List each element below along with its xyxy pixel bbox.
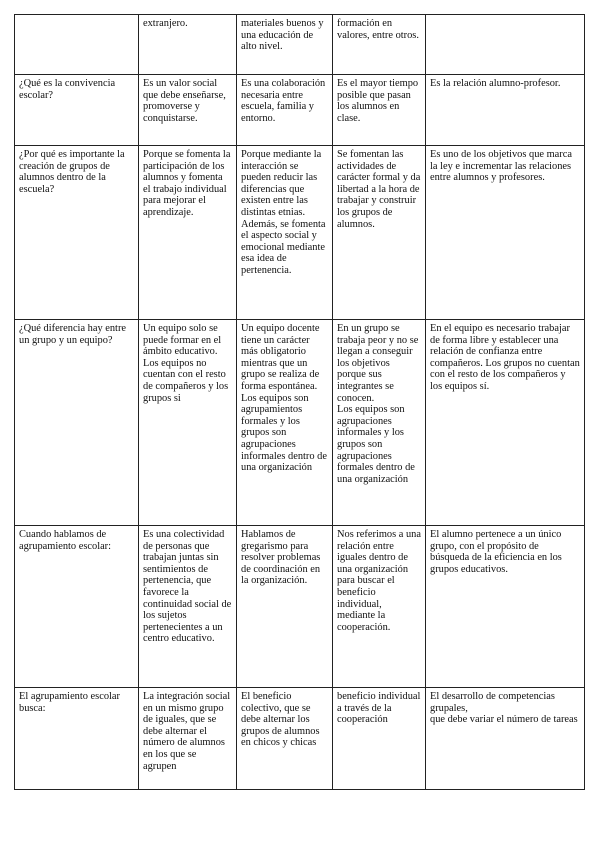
answer-cell-b: El beneficio colectivo, que se debe alternar los grupos de alumnos en chicos y chicas — [237, 688, 333, 790]
answer-cell-c: Es el mayor tiempo posible que pasan los alumnos en clase. — [333, 75, 426, 146]
question-cell — [15, 15, 139, 75]
question-cell: ¿Qué es la convivencia escolar? — [15, 75, 139, 146]
table-row — [15, 75, 585, 146]
answer-cell-c: En un grupo se trabaja peor y no se llegan a conseguir los objetivos porque sus integrantes se conocen. Los equipos son agrupaciones informales y los grupos son agrupaciones formales dentro de una organización — [333, 320, 426, 526]
answer-cell-a: Un equipo solo se puede formar en el ámbito educativo. Los equipos no cuentan con el resto de compañeros y los grupos si — [139, 320, 237, 526]
answer-cell-d: Es uno de los objetivos que marca la ley e incrementar las relaciones entre alumnos y profesores. — [426, 146, 585, 320]
question-cell: ¿Qué diferencia hay entre un grupo y un equipo? — [15, 320, 139, 526]
answer-cell-a: Es un valor social que debe enseñarse, promoverse y conquistarse. — [139, 75, 237, 146]
answer-cell-b: materiales buenos y una educación de alto nivel. — [237, 15, 333, 75]
table-row — [15, 320, 585, 526]
answer-cell-d — [426, 15, 585, 75]
answer-cell-b: Es una colaboración necesaria entre escuela, familia y entorno. — [237, 75, 333, 146]
answer-cell-c: Se fomentan las actividades de carácter formal y da libertad a la hora de trabajar y construir los grupos de alumnos. — [333, 146, 426, 320]
answer-cell-b: Hablamos de gregarismo para resolver problemas de coordinación en la organización. — [237, 526, 333, 688]
question-cell: Cuando hablamos de agrupamiento escolar: — [15, 526, 139, 688]
answer-cell-c: beneficio individual a través de la cooperación — [333, 688, 426, 790]
answer-cell-a: extranjero. — [139, 15, 237, 75]
table-row — [15, 15, 585, 75]
answer-cell-d: En el equipo es necesario trabajar de forma libre y establecer una relación de confianza entre compañeros. Los grupos no cuentan con el resto de los compañeros y los equipos sí. — [426, 320, 585, 526]
answer-cell-d: El desarrollo de competencias grupales, que debe variar el número de tareas — [426, 688, 585, 790]
answer-cell-a: Es una colectividad de personas que trabajan juntas sin sentimientos de pertenencia, que favorece la continuidad social de los sujetos pertenecientes a un centro educativo. — [139, 526, 237, 688]
question-cell: El agrupamiento escolar busca: — [15, 688, 139, 790]
answer-cell-d: El alumno pertenece a un único grupo, con el propósito de búsqueda de la eficiencia en los grupos educativos. — [426, 526, 585, 688]
quiz-table — [14, 14, 585, 790]
answer-cell-d: Es la relación alumno-profesor. — [426, 75, 585, 146]
answer-cell-b: Un equipo docente tiene un carácter más obligatorio mientras que un grupo se realiza de forma espontánea. Los equipos son agrupamientos formales y los grupos son agrupaciones informales dentro de una organización — [237, 320, 333, 526]
table-row — [15, 688, 585, 790]
answer-cell-b: Porque mediante la interacción se pueden reducir las diferencias que existen entre las distintas etnias. Además, se fomenta el aspecto social y emocional mediante esa idea de pertenencia. — [237, 146, 333, 320]
answer-cell-a: La integración social en un mismo grupo de iguales, que se debe alternar el número de alumnos en los que se agrupen — [139, 688, 237, 790]
answer-cell-c: formación en valores, entre otros. — [333, 15, 426, 75]
answer-cell-a: Porque se fomenta la participación de los alumnos y fomenta el trabajo individual para mejorar el aprendizaje. — [139, 146, 237, 320]
table-row — [15, 146, 585, 320]
answer-cell-c: Nos referimos a una relación entre iguales dentro de una organización para buscar el beneficio individual, mediante la cooperación. — [333, 526, 426, 688]
question-cell: ¿Por qué es importante la creación de grupos de alumnos dentro de la escuela? — [15, 146, 139, 320]
table-row — [15, 526, 585, 688]
